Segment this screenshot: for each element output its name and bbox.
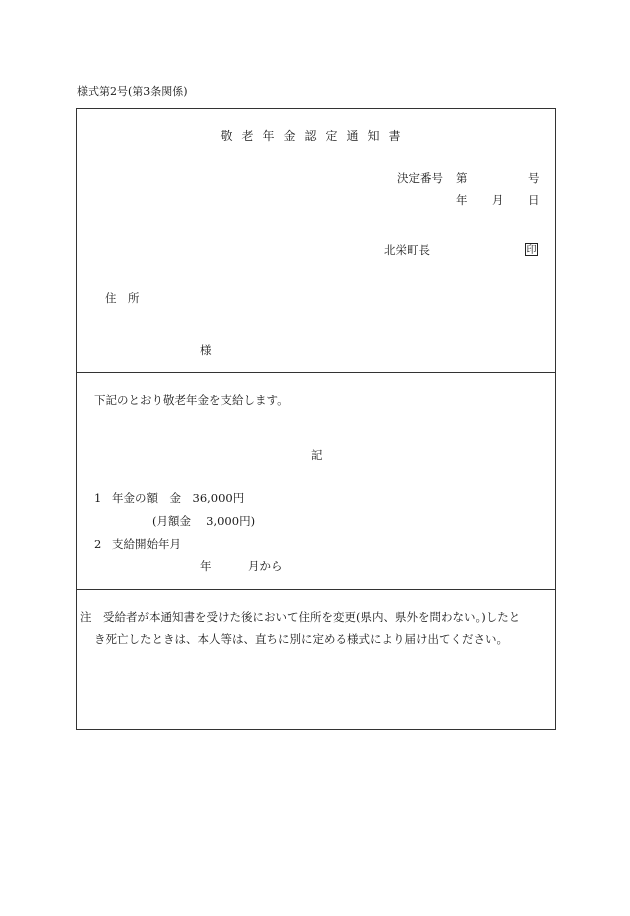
date-day: 日 [528,193,540,207]
seal-stamp: 印 [526,245,537,256]
note-line-1: 注 受給者が本通知書を受けた後において住所を変更(県内、県外を問わない。)したと [80,610,521,624]
divider-note [76,589,556,590]
decision-number-label: 決定番号 [397,171,443,185]
form-number: 様式第2号(第3条関係) [77,85,188,98]
date-month: 月 [492,193,504,207]
honorific-sama: 様 [200,343,212,357]
item2-number: 2 [94,537,102,551]
item2-year: 年 [200,559,212,573]
item2-label: 支給開始年月 [112,537,181,551]
divider-header [76,372,556,373]
note-block [80,606,552,650]
address-label: 住 所 [105,291,140,305]
item1-monthly: (月額金 3,000円) [152,514,256,528]
item1-amount: 年金の額 金 36,000円 [112,491,245,505]
ki-heading: 記 [311,448,323,462]
date-year: 年 [456,193,468,207]
decision-go: 号 [528,171,540,185]
note-line-2: き死亡したときは、本人等は、直ちに別に定める様式により届け出てください。 [94,632,508,646]
item2-month-from: 月から [248,559,283,573]
seal-mark [525,243,538,256]
intro-text: 下記のとおり敬老年金を支給します。 [94,393,289,407]
document-title: 敬老年金認定通知書 [220,129,410,143]
item1-number: 1 [94,491,102,505]
issuer-name: 北栄町長 [384,243,430,257]
decision-dai: 第 [456,171,468,185]
